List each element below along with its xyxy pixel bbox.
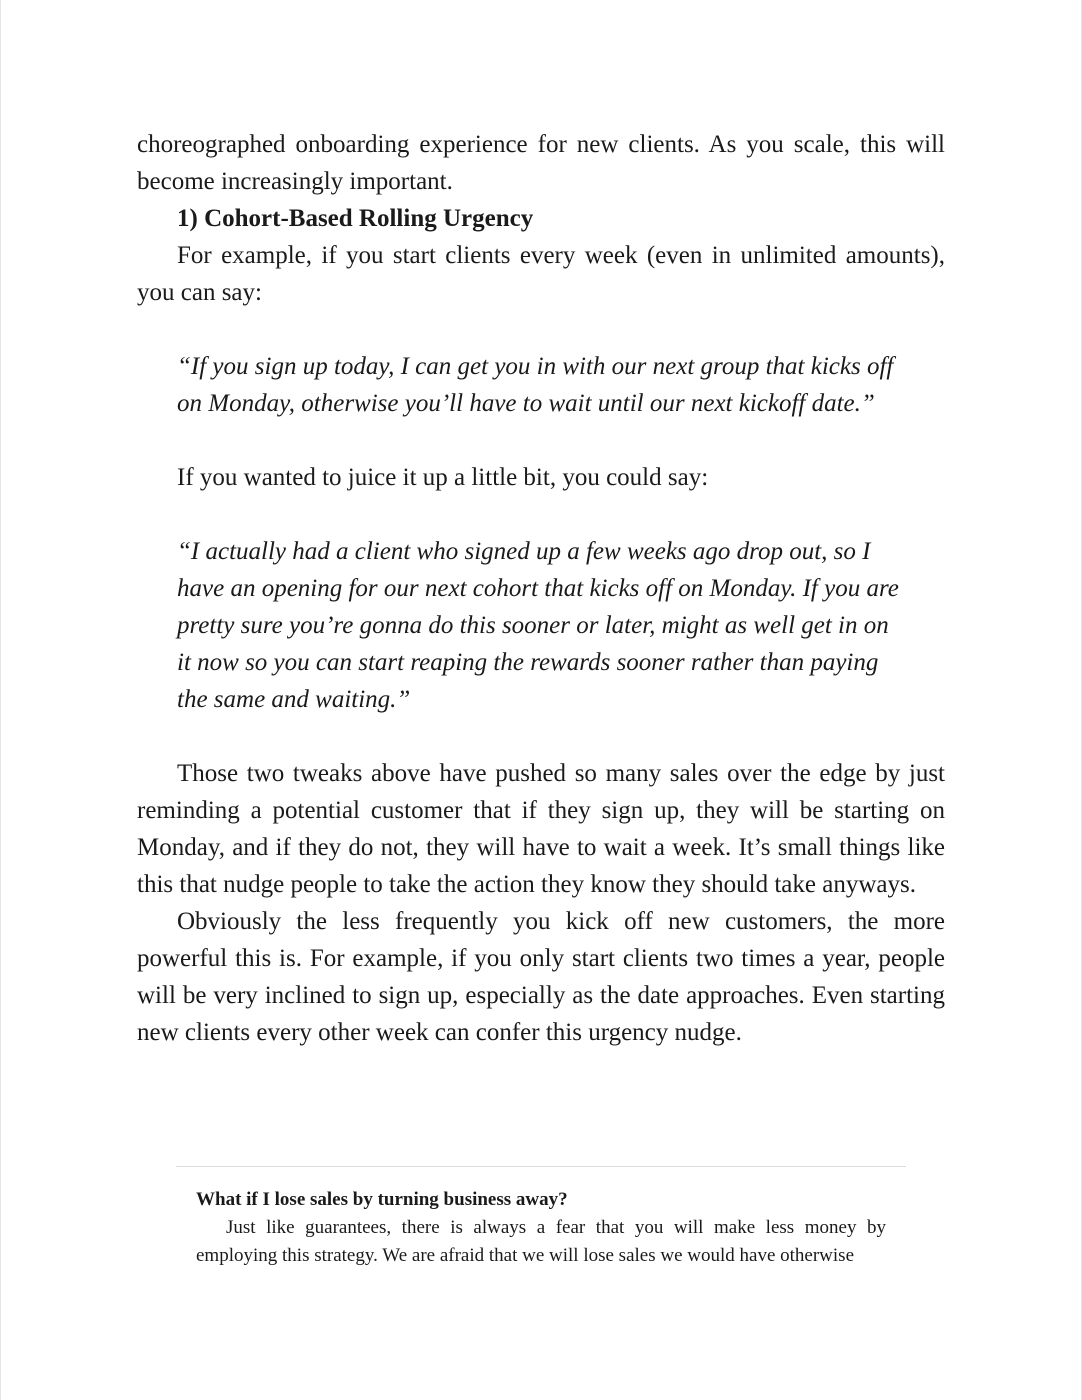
paragraph-tweaks: Those two tweaks above have pushed so many sales over the edge by just reminding a potential customer that if they sign up, they will be starting on Monday, and if they do not, they will have to wait a week. It’s small things like this that nudge people to take the action they know they should take anyways. [137,760,945,898]
sidebar-text: Just like guarantees, there is always a fear that you will make less money by employing this strategy. We are afraid that we will lose sales we would have otherwise [196,1217,886,1266]
quote-cohort-opening: “I actually had a client who signed up a few weeks ago drop out, so I have an opening for our next cohort that kicks off on Monday. If you are pretty sure you’re gonna do this sooner or later, might as well get in on it now so you can start reaping the rewards sooner rather than paying the same and waiting.” [177,538,899,713]
quote-kickoff: “If you sign up today, I can get you in with our next group that kicks off on Monday, otherwise you’ll have to wait until our next kickoff date.” [177,353,894,417]
section-heading: 1) Cohort-Based Rolling Urgency [177,205,534,232]
paragraph-example: For example, if you start clients every week (even in unlimited amounts), you can say: [137,242,945,306]
paragraph-juice: If you wanted to juice it up a little bit, you could say: [177,464,709,491]
page-edge-left [0,0,1,1400]
sidebar-box [196,1186,886,1270]
sidebar-title: What if I lose sales by turning business away? [196,1189,568,1210]
paragraph-onboarding: choreographed onboarding experience for new clients. As you scale, this will become increasingly important. [137,131,945,195]
sidebar-divider [176,1166,906,1167]
main-text [137,126,945,1051]
paragraph-frequency: Obviously the less frequently you kick off new customers, the more powerful this is. For example, if you only start clients two times a year, people will be very inclined to sign up, especially as the date approaches. Even starting new clients every other week can confer this urgency nudge. [137,908,945,1046]
